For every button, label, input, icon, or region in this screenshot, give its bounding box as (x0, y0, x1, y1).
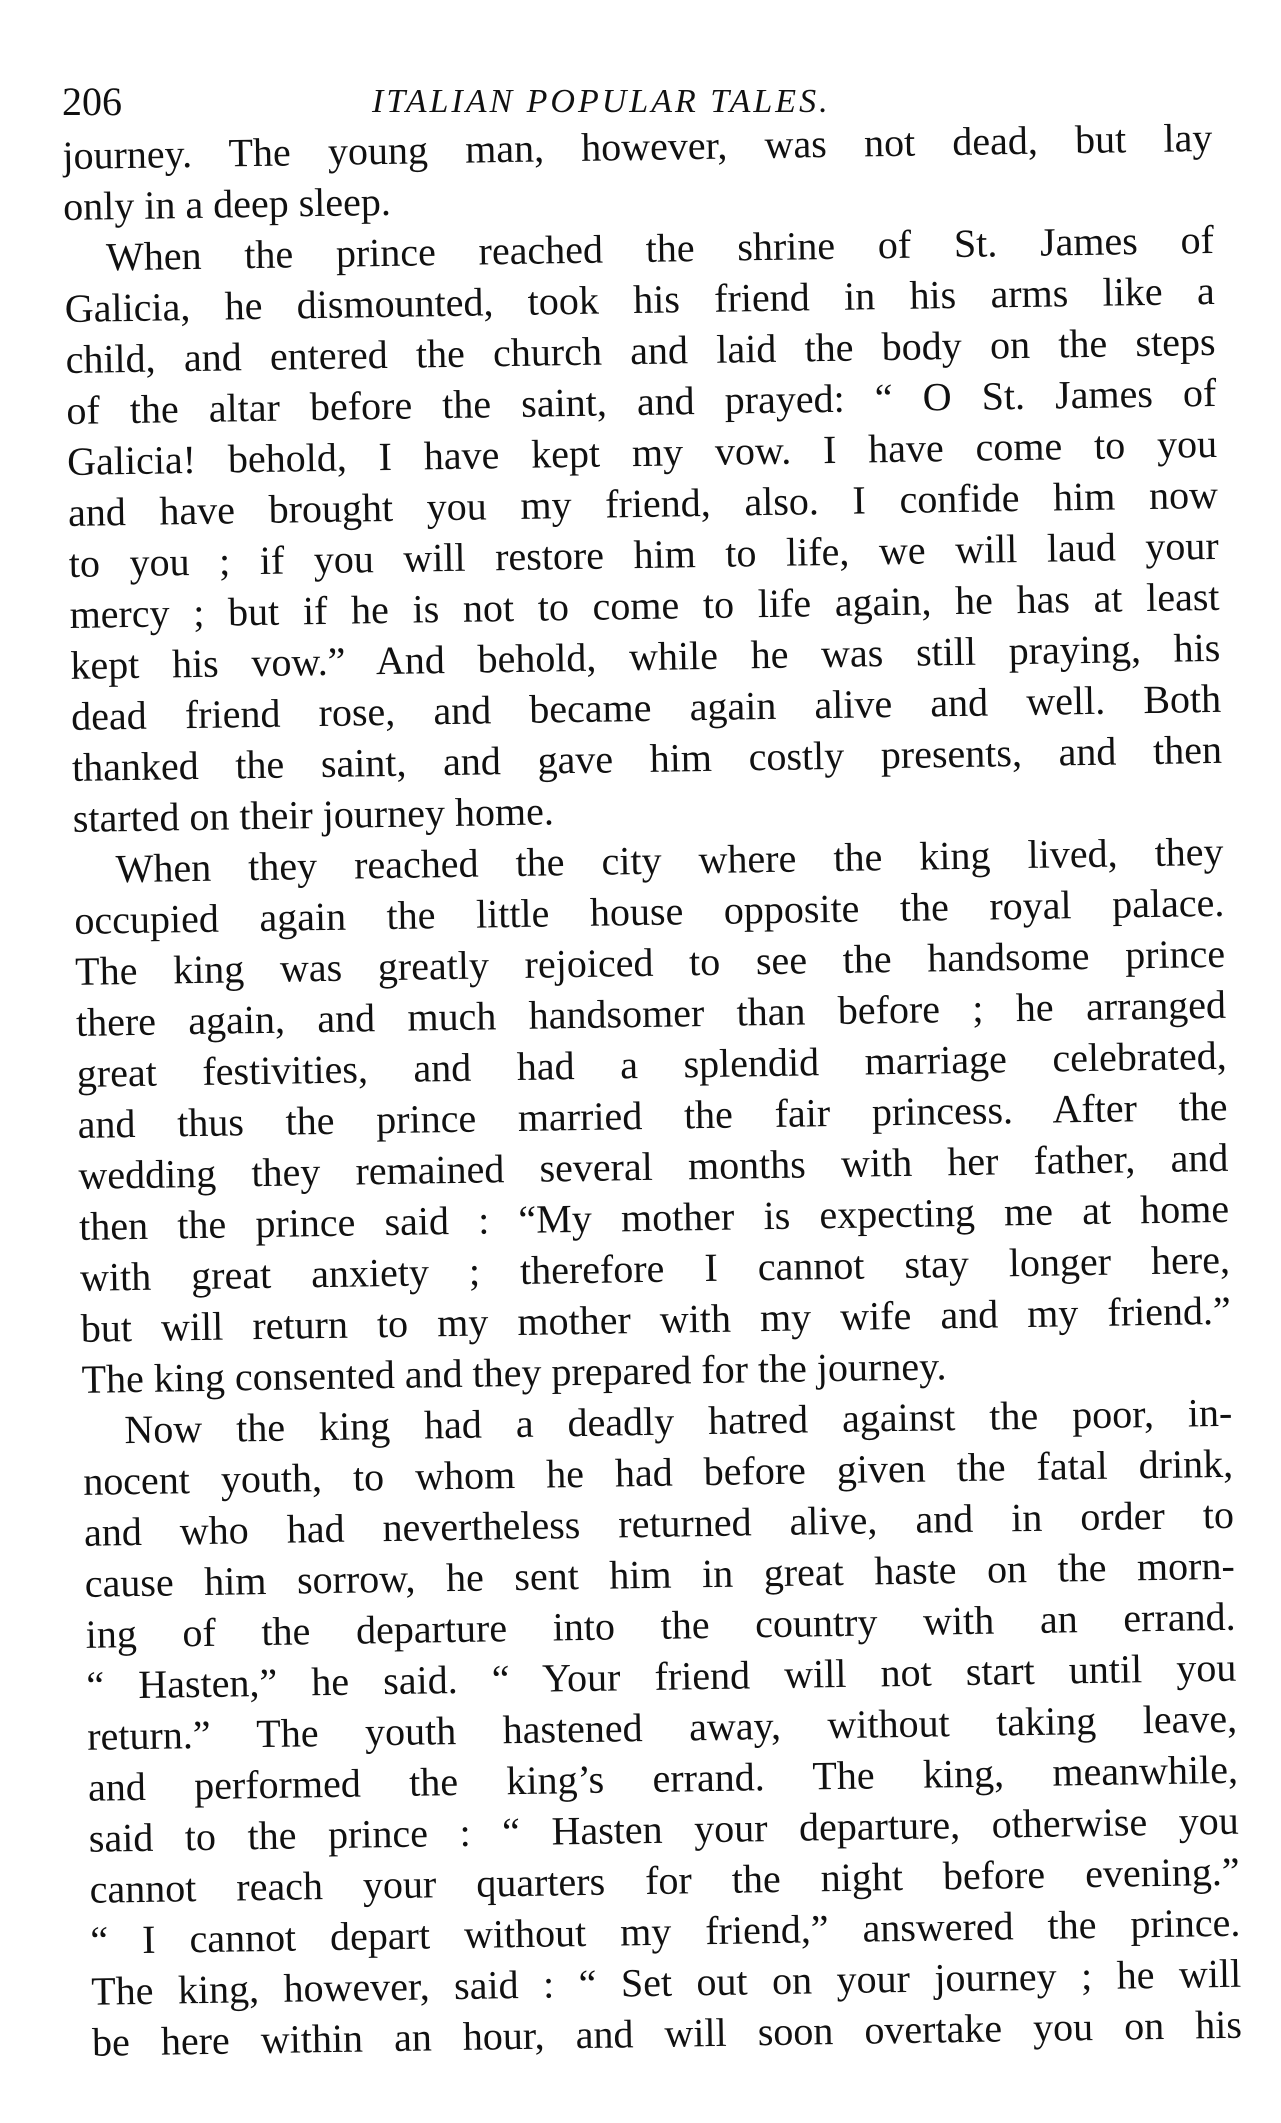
text-line: of the altar before the saint, and prayed: “ O St. James of (66, 369, 1217, 433)
text-line: Now the king had a deadly hatred against the poor, in- (124, 1389, 1233, 1453)
text-line: Galicia! behold, I have kept my vow. I have come to you (66, 420, 1218, 484)
text-line: nocent youth, to whom he had before given the fatal drink, (82, 1440, 1234, 1504)
text-line: When they reached the city where the king lived, they (115, 828, 1224, 892)
text-line: child, and entered the church and laid the body on the steps (65, 318, 1216, 382)
text-line: thanked the saint, and gave him costly presents, and then (71, 726, 1223, 790)
page-number: 206 (62, 79, 122, 124)
text-line: journey. The young man, however, was not dead, but lay (62, 114, 1213, 178)
text-line: said to the prince : “ Hasten your departure, otherwise you (88, 1797, 1240, 1861)
running-title: ITALIAN POPULAR TALES. (372, 83, 831, 120)
text-line: and who had nevertheless returned alive, and in order to (83, 1491, 1235, 1555)
text-line: and performed the king’s errand. The king, meanwhile, (87, 1746, 1239, 1810)
text-line: Galicia, he dismounted, took his friend in his arms like a (64, 267, 1216, 331)
text-line: and thus the prince married the fair princess. After the (77, 1083, 1228, 1147)
text-line: dead friend rose, and became again alive and well. Both (70, 675, 1222, 739)
text-line: ing of the departure into the country with an errand. (85, 1593, 1236, 1657)
text-line: The king was greatly rejoiced to see the handsome prince (74, 930, 1226, 994)
text-line: The king, however, said : “ Set out on your journey ; he will (90, 1950, 1242, 2014)
text-line: started on their journey home. (72, 788, 555, 841)
text-line: cause him sorrow, he sent him in great haste on the morn- (84, 1542, 1236, 1606)
text-line: with great anxiety ; therefore I cannot stay longer here, (79, 1236, 1231, 1300)
text-line: to you ; if you will restore him to life, we will laud your (68, 522, 1220, 586)
text-line: cannot reach your quarters for the night before evening.” (89, 1848, 1240, 1912)
text-line: great festivities, and had a splendid marriage celebrated, (76, 1032, 1228, 1096)
text-line: only in a deep sleep. (62, 178, 392, 229)
text-line: occupied again the little house opposite the royal palace. (74, 879, 1225, 943)
text-line: but will return to my mother with my wife and my friend.” (80, 1287, 1232, 1351)
text-line: The king consented and they prepared for the journey. (81, 1343, 947, 1402)
text-line: be here within an hour, and will soon overtake you on his (91, 2001, 1243, 2065)
text-line: mercy ; but if he is not to come to life again, he has at least (69, 573, 1220, 637)
text-line: “ Hasten,” he said. “ Your friend will not start until you (86, 1644, 1237, 1708)
text-line: wedding they remained several months with her father, and (78, 1134, 1229, 1198)
text-line: kept his vow.” And behold, while he was still praying, his (70, 624, 1221, 688)
text-line: When the prince reached the shrine of St. James of (105, 216, 1215, 280)
text-line: and have brought you my friend, also. I confide him now (67, 471, 1219, 535)
text-line: there again, and much handsomer than before ; he arranged (75, 981, 1227, 1045)
text-line: then the prince said : “My mother is expecting me at home (78, 1185, 1230, 1249)
text-line: return.” The youth hastened away, without taking leave, (86, 1695, 1238, 1759)
body-text (62, 112, 1242, 2068)
text-line: “ I cannot depart without my friend,” answered the prince. (90, 1899, 1241, 1963)
